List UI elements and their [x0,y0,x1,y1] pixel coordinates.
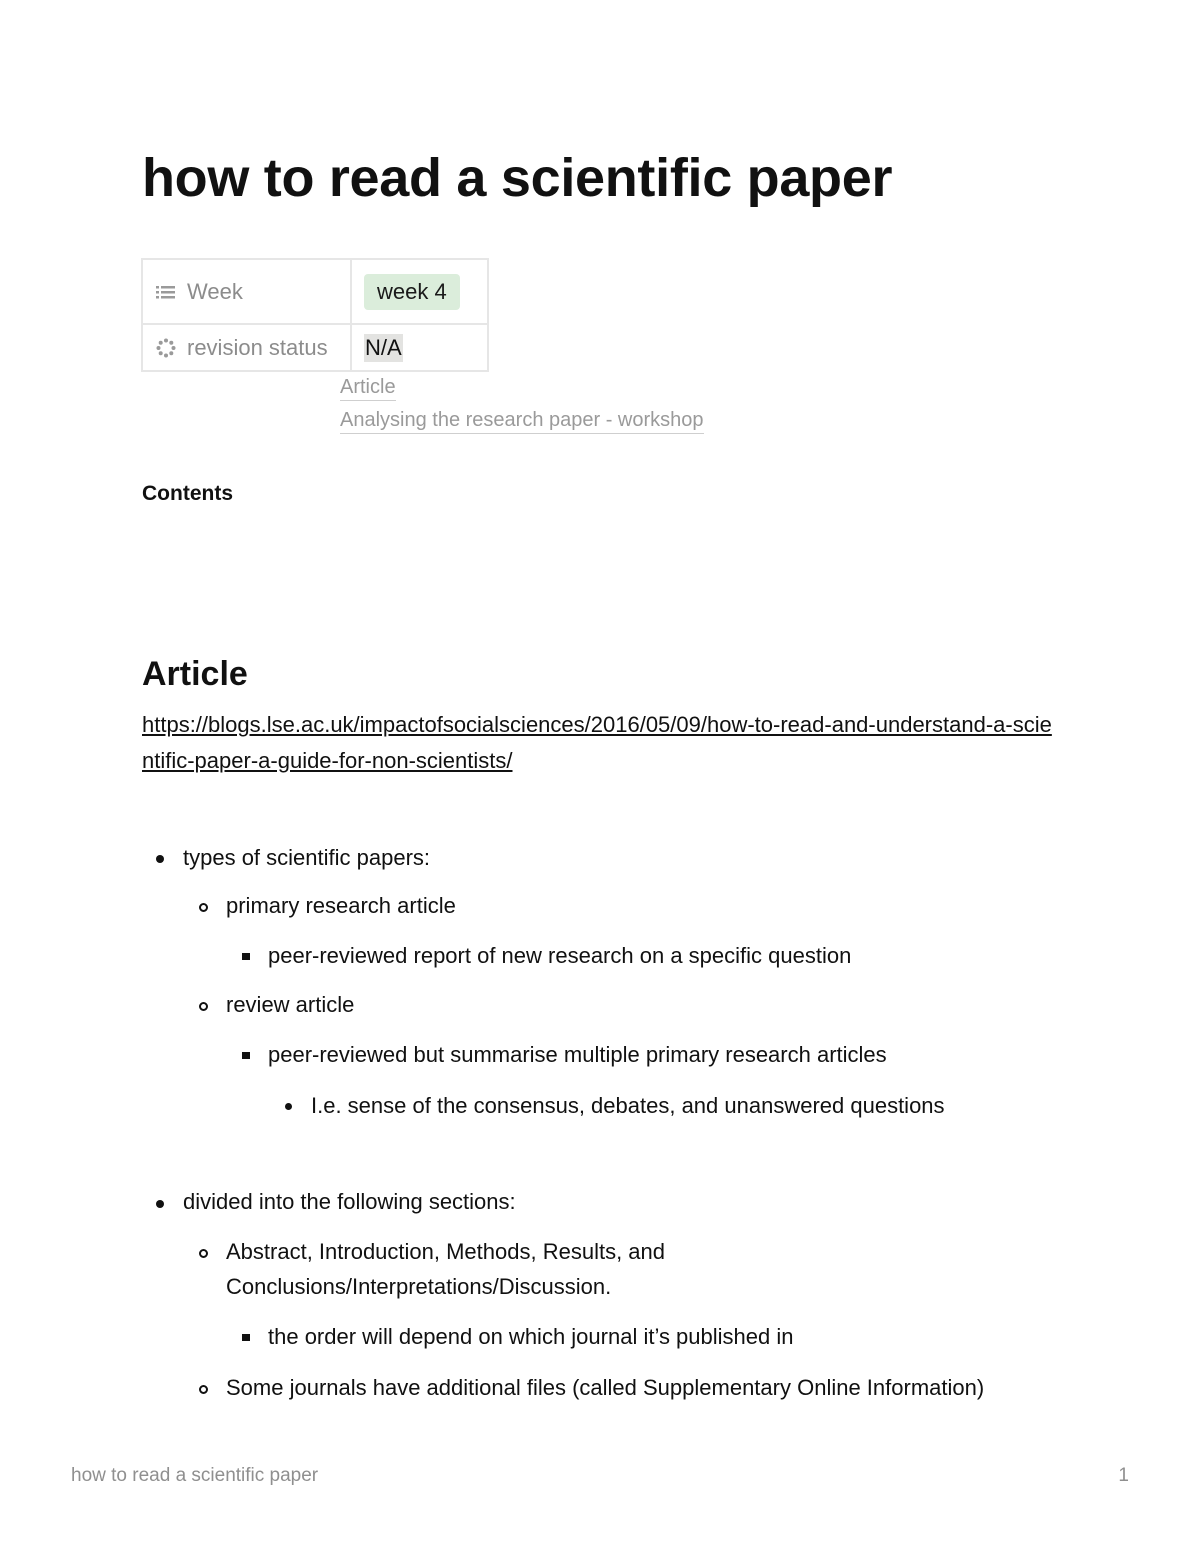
list-icon [155,281,177,303]
loading-spinner-icon [155,337,177,359]
property-value-cell[interactable] [351,259,488,324]
article-url-link[interactable]: https://blogs.lse.ac.uk/impactofsocialsciences/2016/05/09/how-to-read-and-understand-a-scientific-paper-a-guide-for-non-scientists/ [142,712,1052,773]
bullet-circle [199,903,208,912]
bullet-circle [199,1249,208,1258]
list-item: types of scientific papers: [183,845,431,870]
list-item: peer-reviewed but summarise multiple primary research articles [268,1042,887,1067]
list-item: peer-reviewed report of new research on a specific question [268,943,852,968]
property-label: Week [187,278,243,304]
list-item: review article [226,992,355,1017]
property-row-week [142,259,488,324]
bullet-disc [285,1103,292,1110]
bullet-circle [199,1002,208,1011]
footer-page-number: 1 [1118,1465,1129,1486]
bullet-circle [199,1385,208,1394]
week-tag[interactable]: week 4 [364,274,460,310]
bullet-disc [156,1200,164,1208]
list-item: Some journals have additional files (called Supplementary Online Information) [226,1375,985,1400]
list-item: divided into the following sections: [183,1189,516,1214]
bullet-square [242,1334,250,1341]
bullet-square [242,1052,250,1059]
property-name-cell [142,324,351,371]
list-item: the order will depend on which journal it’s published in [268,1324,794,1349]
section-heading-article: Article [142,655,248,693]
property-name-cell [142,259,351,324]
property-row-revision-status [142,324,488,371]
property-value-cell[interactable] [351,324,488,371]
toc-link-article[interactable]: Article [340,375,396,401]
revision-status-value[interactable]: N/A [365,334,402,360]
bullet-disc [156,855,164,863]
contents-heading: Contents [142,482,233,505]
bullet-square [242,953,250,960]
toc-link-workshop[interactable]: Analysing the research paper - workshop [340,408,704,434]
list-item: I.e. sense of the consensus, debates, and unanswered questions [311,1093,945,1118]
properties-table [141,258,489,372]
list-item: Abstract, Introduction, Methods, Results, and Conclusions/Interpretations/Discussion. [226,1239,666,1299]
property-label: revision status [187,334,328,360]
page-title: how to read a scientific paper [142,148,893,208]
footer-document-title: how to read a scientific paper [71,1465,319,1486]
list-item: primary research article [226,893,456,918]
